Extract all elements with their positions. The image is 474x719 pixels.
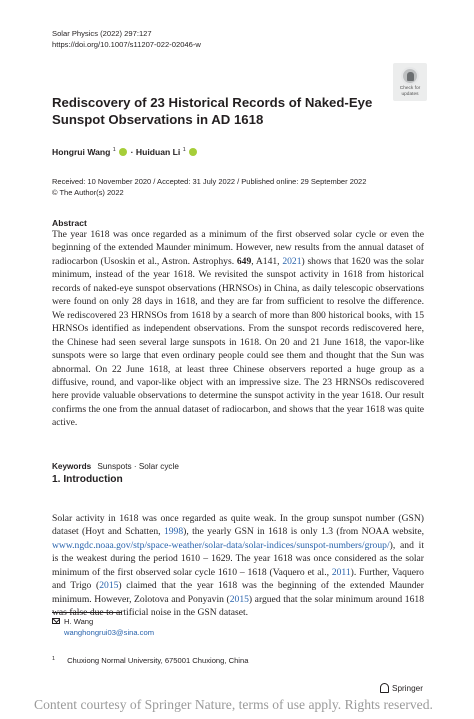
affiliation-marker: 1 (112, 147, 116, 153)
keywords-label: Keywords (52, 462, 92, 471)
keywords-list: Sunspots · Solar cycle (97, 462, 179, 471)
check-for-label: Check for (399, 86, 421, 91)
affiliation-number: 1 (52, 656, 56, 662)
journal-citation: Solar Physics (2022) 297:127 (52, 29, 152, 38)
introduction-body: Solar activity in 1618 was once regarded as quite weak. In the group sunspot number (GSN) dataset (Hoyt and Schatten, 1998), the yearly GSN in 1618 is only 1.3 (from NOAA website, www.ngdc.noaa.gov/stp/space-weather/solar-data/solar-indices/sunspot-numbers/group/), and it is the weakest during the period 1610 – 1629. The year 1618 was once considered as the solar minimum of the first observed solar cycle 1610 – 1618 (Vaquero et al., 2011). Further, Vaquero and Trigo (2015) claimed that the year 1618 was the beginning of the extended Maunder minimum. However, Zolotova and Ponyavin (2015) argued that the solar minimum around 1618 was false due to artificial noise in the GSN dataset. (52, 513, 424, 619)
author-name[interactable]: Hongrui Wang (52, 147, 111, 157)
author-name[interactable]: Huiduan Li (135, 147, 181, 157)
footnote-divider (52, 612, 122, 613)
citation-link[interactable]: 2015 (99, 580, 119, 592)
orcid-icon[interactable] (119, 148, 127, 156)
orcid-icon[interactable] (189, 148, 197, 156)
publication-dates (52, 177, 366, 198)
journal-header (52, 29, 201, 50)
abstract-heading: Abstract (52, 218, 87, 228)
affiliation-marker: 1 (182, 147, 186, 153)
noaa-url-link[interactable]: www.ngdc.noaa.gov/stp/space-weather/solar-data/solar-indices/sunspot-numbers/group/ (52, 539, 390, 551)
doi-link[interactable]: https://doi.org/10.1007/s11207-022-02046-w (52, 39, 201, 49)
copyright-notice: © The Author(s) 2022 (52, 187, 124, 197)
author-separator: · (130, 147, 134, 157)
correspondence (52, 617, 154, 638)
history-dates: Received: 10 November 2020 / Accepted: 31 July 2022 / Published online: 29 September 2022 (52, 177, 367, 186)
affiliation-text: Chuxiong Normal University, 675001 Chuxiong, China (67, 656, 249, 665)
email-link[interactable]: wanghongrui03@sina.com (64, 627, 155, 637)
article-title: Rediscovery of 23 Historical Records of Naked-Eye Sunspot Observations in AD 1618 (52, 95, 373, 128)
citation-link[interactable]: 2021 (282, 255, 302, 267)
volume-number: 649 (236, 255, 252, 267)
keywords (52, 462, 179, 471)
citation-link[interactable]: 2015 (229, 593, 249, 605)
section-heading: 1. Introduction (52, 474, 123, 485)
publisher-logo (380, 683, 423, 693)
springer-horse-icon (380, 683, 389, 693)
publisher-name: Springer (392, 684, 423, 693)
bookmark-icon (401, 67, 419, 85)
check-for-updates-badge[interactable] (393, 63, 427, 101)
abstract-body: The year 1618 was once regarded as a minimum of the first observed solar cycle or even the beginning of the extended Maunder minimum. However, new results from the annual dataset of radiocarbon (Usoskin et al., Astron. Astrophys. 649, A141, 2021) shows that 1620 was the solar minimum, instead of the year 1618. We revisited the sunspot activity in 1618 from historical records of naked-eye sunspot observations (HRNSOs) in China, as daily telescopic observations were found on only 28 days in 1618, and they are far from sufficient to resolve the difference. We rediscovered 23 HRNSOs from 1618 by a search of more than 800 historical books, with 15 HRNSOs identified as independent observations. From the sunspot records rediscovered here, the Chinese had seen several large sunspots in 1618. On 20 and 21 June 1618, the vapor-like sunspots were so large that even ordinary people could see them and thought that the Sun was abnormal. On 22 June 1618, at least three Chinese observers reported a huge group as a diffusive, round, and vapor-like object with an impressive size. The 23 HRNSOs rediscovered here provide valuable observations to determine the sunspot activity in the year 1618. Our result confirms the one from the annual dataset of radiocarbon, and shows that the year 1618 was quite active. (52, 229, 425, 429)
citation-link[interactable]: 1998 (163, 526, 184, 538)
corresponding-author: H. Wang (64, 617, 94, 626)
affiliation (52, 656, 248, 665)
updates-label: updates (401, 91, 419, 97)
envelope-icon (52, 618, 60, 624)
author-list (52, 147, 198, 157)
courtesy-watermark: Content courtesy of Springer Nature, terms of use apply. Rights reserved. (34, 697, 433, 712)
citation-link[interactable]: 2011 (331, 566, 351, 578)
